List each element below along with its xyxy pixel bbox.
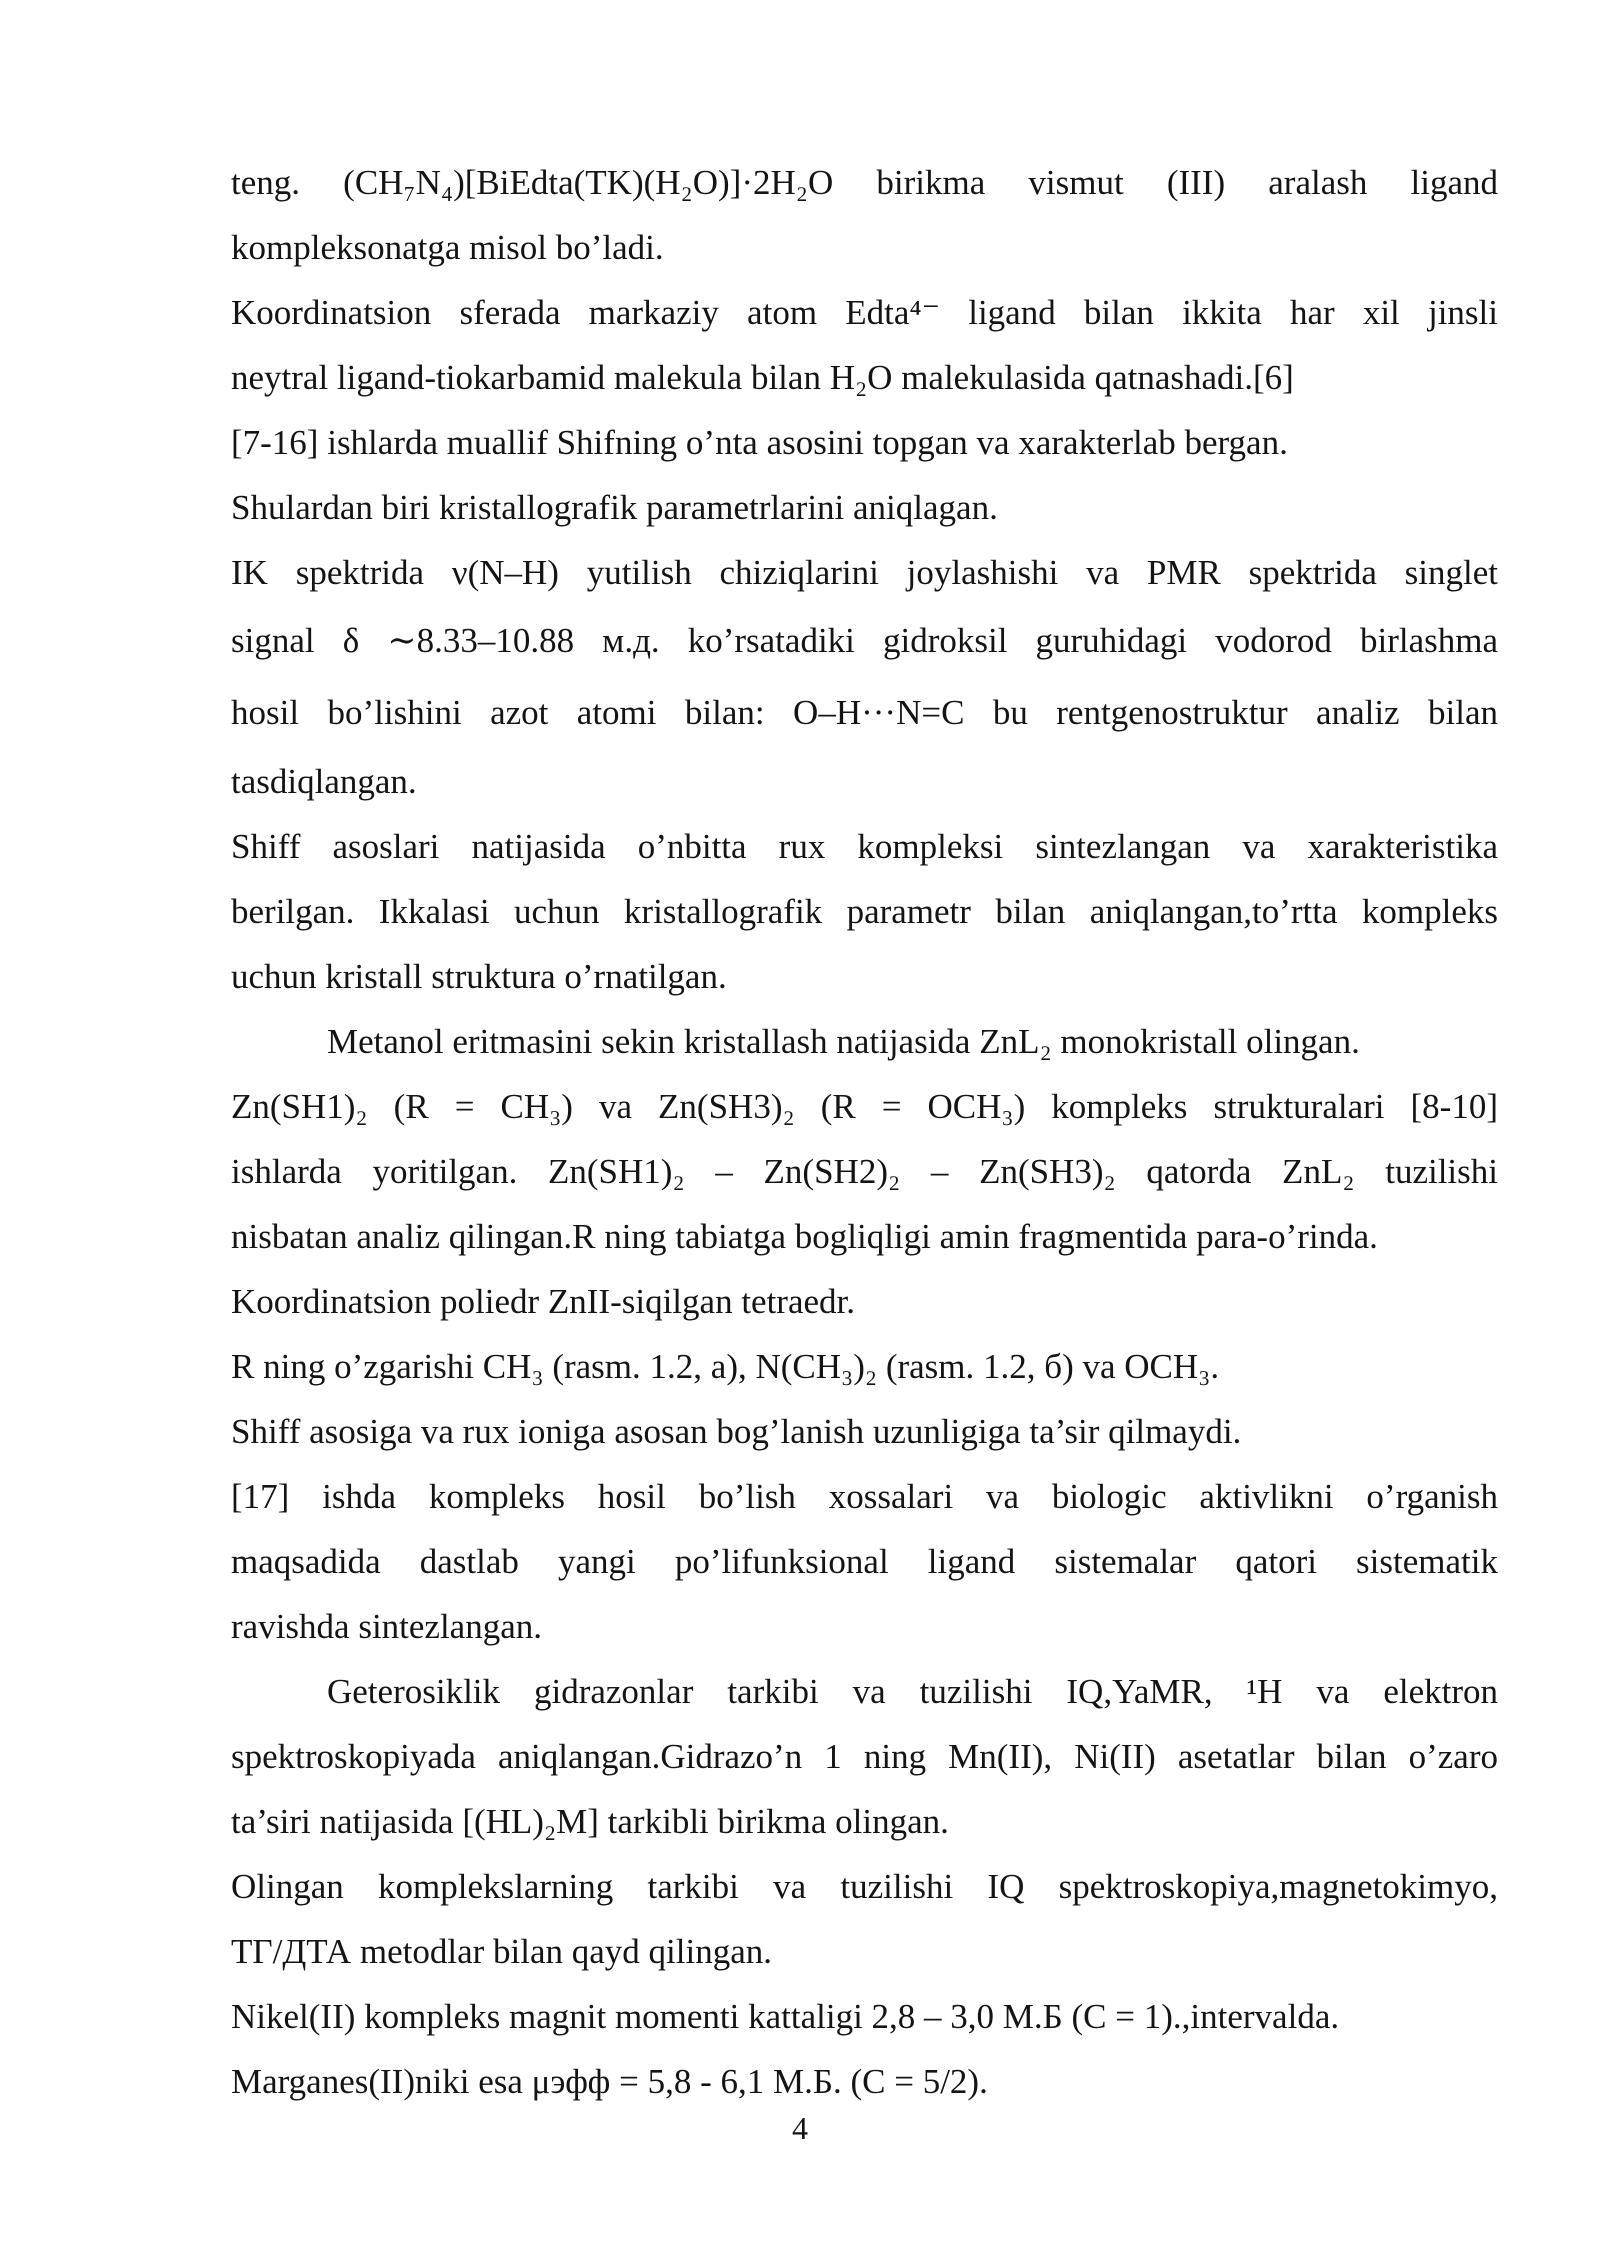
text-line: ТГ/ДТА metodlar bilan qayd qilingan. bbox=[231, 1932, 772, 1971]
text-line: Koordinatsion poliedr ZnII-siqilgan tetraedr. bbox=[231, 1282, 856, 1321]
text-line: Olingan komplekslarning tarkibi va tuzilishi IQ spektroskopiya,magnetokimyo, bbox=[231, 1867, 1498, 1906]
text-line: Nikel(II) kompleks magnit momenti kattaligi 2,8 – 3,0 М.Б (С = 1).,intervalda. bbox=[231, 1997, 1340, 2036]
text-line: Shulardan biri kristallografik parametrlarini aniqlagan. bbox=[231, 488, 998, 527]
text-line: Koordinatsion sferada markaziy atom Edta⁴⁻ ligand bilan ikkita har xil jinsli bbox=[231, 293, 1498, 332]
text-line: [17] ishda kompleks hosil bo’lish xossalari va biologic aktivlikni o’rganish bbox=[231, 1477, 1498, 1516]
body-text bbox=[231, 150, 1498, 2114]
text-line: [7-16] ishlarda muallif Shifning o’nta asosini topgan va xarakterlab bergan. bbox=[231, 423, 1288, 462]
text-line: Shiff asosiga va rux ioniga asosan bog’lanish uzunligiga ta’sir qilmaydi. bbox=[231, 1412, 1242, 1451]
text-line: Shiff asoslari natijasida o’nbitta rux kompleksi sintezlangan va xarakteristika bbox=[231, 827, 1498, 866]
text-line: tasdiqlangan. bbox=[231, 762, 417, 801]
text-line: IK spektrida ν(N–H) yutilish chiziqlarini joylashishi va PMR spektrida singlet bbox=[231, 553, 1498, 592]
text-line: neytral ligand-tiokarbamid malekula bilan H₂O malekulasida qatnashadi.[6] bbox=[231, 358, 1294, 397]
text-line: signal δ ∼8.33–10.88 м.д. ko’rsatadiki gidroksil guruhidagi vodorod birlashma bbox=[231, 621, 1498, 660]
text-line: R ning o’zgarishi CH₃ (rasm. 1.2, a), N(CH₃)₂ (rasm. 1.2, б) va OCH₃. bbox=[231, 1347, 1220, 1386]
text-line: teng. (CH₇N₄)[BiEdta(TK)(H₂O)]·2H₂O birikma vismut (III) aralash ligand bbox=[231, 163, 1498, 202]
text-line: nisbatan analiz qilingan.R ning tabiatga bogliqligi amin fragmentida para-o’rinda. bbox=[231, 1217, 1378, 1256]
text-line: berilgan. Ikkalasi uchun kristallografik parametr bilan aniqlangan,to’rtta kompleks bbox=[231, 892, 1498, 931]
text-line: uchun kristall struktura o’rnatilgan. bbox=[231, 957, 727, 996]
text-line: ta’siri natijasida [(HL)₂M] tarkibli birikma olingan. bbox=[231, 1802, 949, 1841]
text-line: Marganes(II)niki esa μэфф = 5,8 - 6,1 М.Б. (С = 5/2). bbox=[231, 2062, 988, 2101]
page-number: 4 bbox=[792, 2110, 808, 2146]
text-line: ishlarda yoritilgan. Zn(SH1)₂ – Zn(SH2)₂ – Zn(SH3)₂ qatorda ZnL₂ tuzilishi bbox=[231, 1152, 1498, 1191]
text-line: kompleksonatga misol bo’ladi. bbox=[231, 228, 664, 267]
text-line: spektroskopiyada aniqlangan.Gidrazo’n 1 ning Mn(II), Ni(II) asetatlar bilan o’zaro bbox=[231, 1737, 1498, 1776]
text-line: maqsadida dastlab yangi po’lifunksional ligand sistemalar qatori sistematik bbox=[231, 1542, 1498, 1581]
text-line: hosil bo’lishini azot atomi bilan: O–H···N=C bu rentgenostruktur analiz bilan bbox=[231, 693, 1498, 732]
text-line: Zn(SH1)₂ (R = CH₃) va Zn(SH3)₂ (R = OCH₃) kompleks strukturalari [8-10] bbox=[231, 1087, 1498, 1126]
text-line: Metanol eritmasini sekin kristallash natijasida ZnL₂ monokristall olingan. bbox=[327, 1022, 1360, 1061]
text-line: ravishda sintezlangan. bbox=[231, 1607, 543, 1646]
text-line: Geterosiklik gidrazonlar tarkibi va tuzilishi IQ,YaMR, ¹H va elektron bbox=[327, 1672, 1498, 1711]
